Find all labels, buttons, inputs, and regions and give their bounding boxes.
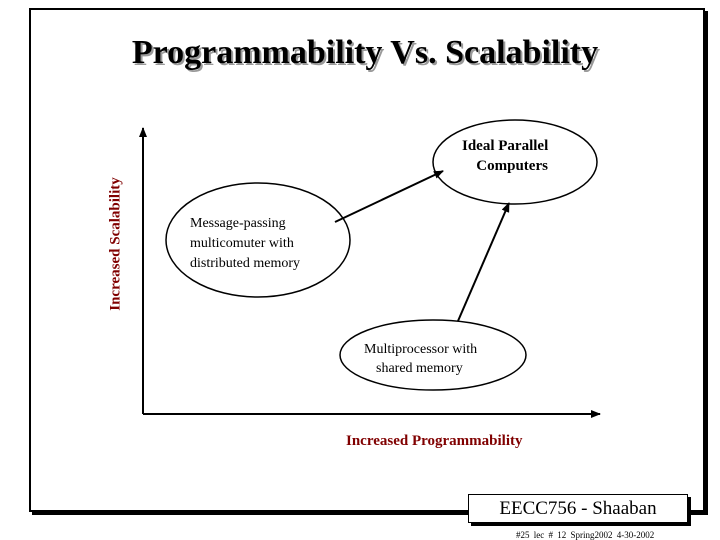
ideal-line-1: Ideal Parallel bbox=[462, 138, 549, 154]
message-passing-node-label bbox=[190, 214, 300, 274]
message-line-1: Message-passing bbox=[190, 216, 286, 231]
y-axis-label: Increased Scalability bbox=[107, 177, 124, 311]
multi-line-1: Multiprocessor with bbox=[364, 342, 478, 357]
ideal-node-label bbox=[462, 136, 548, 176]
message-line-2: multicomuter with bbox=[190, 236, 294, 251]
footer-course-badge: EECC756 - Shaaban bbox=[468, 494, 688, 523]
ideal-line-2: Computers bbox=[476, 158, 548, 174]
arrow-multi-to-ideal bbox=[458, 203, 509, 321]
x-axis-label: Increased Programmability bbox=[346, 433, 523, 449]
arrow-message-to-ideal bbox=[335, 171, 443, 222]
footer-lecture-info: #25 lec # 12 Spring2002 4-30-2002 bbox=[516, 530, 655, 540]
multi-line-2: shared memory bbox=[376, 361, 463, 376]
message-line-3: distributed memory bbox=[190, 256, 301, 271]
slide-title: Programmability Vs. Scalability bbox=[131, 34, 599, 71]
multiprocessor-node-label bbox=[364, 340, 477, 378]
